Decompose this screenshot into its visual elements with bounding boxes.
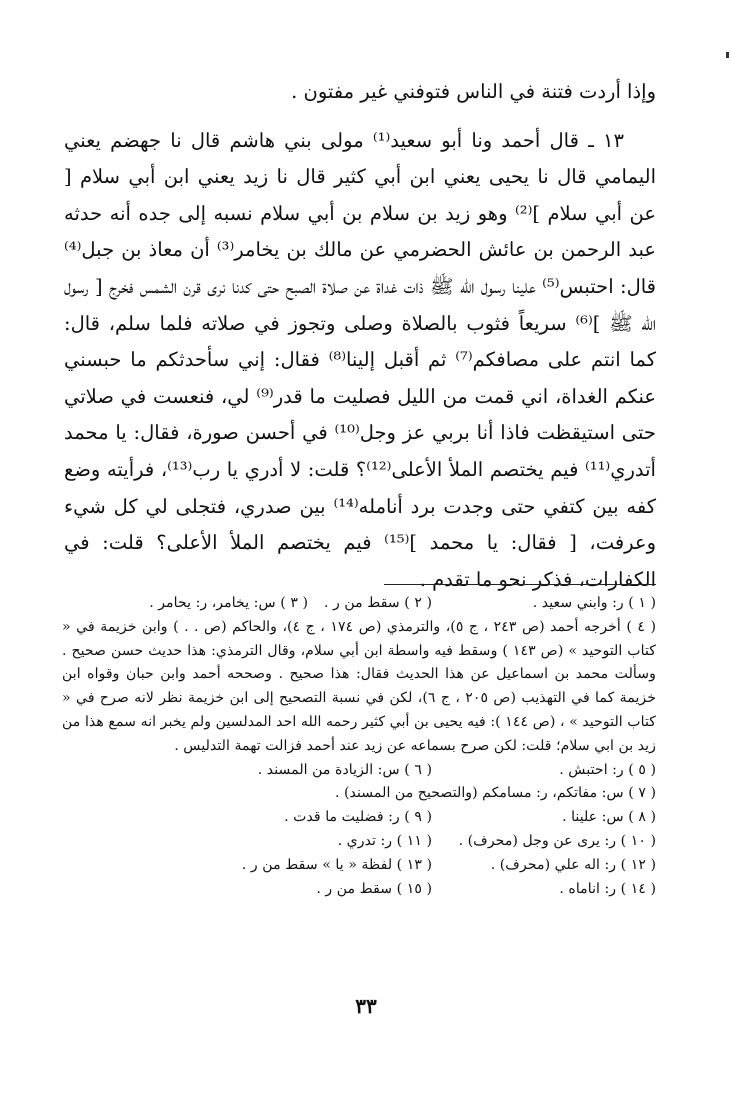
footnote-row [62,806,656,830]
footnote-10: ( ١٠ ) ر: يرى عن وجل (محرف) . [458,832,656,849]
scan-mark [726,52,729,58]
footnote-5: ( ٥ ) ر: احتبش . [559,761,656,778]
footnote-4: ( ٤ ) أخرجه أحمد (ص ٢٤٣ ، ج ٥)، والترمذي (ص ١٧٤ ، ج ٤)، والحاكم (ص . . ) وابن خزيمة في « كتاب التوحيد » (ص ١٤٣ ) وسقط فيه واسطة ابن أبي سلام، وقال الترمذي: هذا حديث حسن صحيح . وسألت محمد بن اسماعيل عن هذا الحديث فقال: هذا صحيح . وصححه أحمد وابن حبان وقواه ابن خزيمة كما في التهذيب (ص ٢٠٥ ، ج ٦)، لكن في نسبة التصحيح إلى ابن خزيمة نظر لانه صرح في « كتاب التوحيد » ، (ص ١٤٤ ): فيه يحيى بن أبي كثير رحمه الله احد المدلسين ولم يخبر انه سمع هذا من زيد بن ابي سلام؛ قلت: لكن صرح بسماعه عن زيد عند أحمد فزالت تهمة التدليس . [62,618,656,754]
main-text [64,74,656,598]
footnote-9: ( ٩ ) ر: فضليت ما قدت . [284,809,432,826]
footnote-row [62,782,656,806]
footnote-12: ( ١٢ ) ر: اله علي (محرف) . [490,856,656,873]
footnote-2: ( ٢ ) سقط من ر . [323,595,432,611]
footnote-14: ( ١٤ ) ر: اناماه . [559,880,656,897]
footnote-8: ( ٨ ) س: علينا . [562,809,656,826]
footnote-separator [384,584,656,585]
opening-line: وإذا أردت فتنة في الناس فتوفني غير مفتون . [291,80,656,103]
footnote-3: ( ٣ ) س: يخامر، ر: يحامر . [149,595,308,611]
footnote-13: ( ١٣ ) لفظة « يا » سقط من ر . [241,856,432,873]
footnotes [62,592,656,901]
page-number: ٣٣ [355,994,377,1018]
footnote-row [62,878,656,902]
footnote-15: ( ١٥ ) سقط من ر . [316,880,432,897]
footnote-row [62,759,656,783]
footnote-row [62,830,656,854]
footnote-6: ( ٦ ) س: الزيادة من المسند . [257,761,432,778]
hadith-13-paragraph: ١٣ ـ قال أحمد ونا أبو سعيد⁽¹⁾ مولى بني هاشم قال نا جهضم يعني اليمامي قال نا يحيى يعني ابن أبي كثير قال نا زيد يعني ابن أبي سلام [ عن أبي سلام ]⁽²⁾ وهو زيد بن سلام بن أبي سلام نسبه إلى جده أنه حدثه عبد الرحمن بن عائش الحضرمي عن مالك بن يخامر⁽³⁾ أن معاذ بن جبل⁽⁴⁾ قال: احتبس⁽⁵⁾ علينا رسول الله ﷺ ذات غداة عن صلاة الصبح حتى كدنا نرى قرن الشمس فخرج [ رسول الله ﷺ ]⁽⁶⁾ سريعاً فثوب بالصلاة وصلى وتجوز في صلاته فلما سلم، قال: كما انتم على مصافكم⁽⁷⁾ ثم أقبل إلينا⁽⁸⁾ فقال: إني سأحدثكم ما حبسني عنكم الغداة، اني قمت من الليل فصليت ما قدر⁽⁹⁾ لي، فنعست في صلاتي حتى استيقظت فاذا أنا بربي عز وجل⁽¹⁰⁾ في أحسن صورة، فقال: يا محمد أتدري⁽¹¹⁾ فيم يختصم الملأ الأعلى⁽¹²⁾؟ قلت: لا أدري يا رب⁽¹³⁾، فرأيته وضع كفه بين كتفي حتى وجدت برد أنامله⁽¹⁴⁾ بين صدري، فتجلى لي كل شيء وعرفت، [ فقال: يا محمد ]⁽¹⁵⁾ فيم يختصم الملأ الأعلى؟ قلت: في الكفارات، فذكر نحو ما تقدم . [64,128,657,591]
footnote-7: ( ٧ ) س: مفاتكم، ر: مسامكم (والتصحيح من المسند) . [334,785,656,802]
footnote-row [62,854,656,878]
footnote-11: ( ١١ ) ر: تدري . [337,832,432,849]
footnote-row [62,592,656,616]
footnote-1: ( ١ ) ر: وابني سعيد . [532,595,656,611]
